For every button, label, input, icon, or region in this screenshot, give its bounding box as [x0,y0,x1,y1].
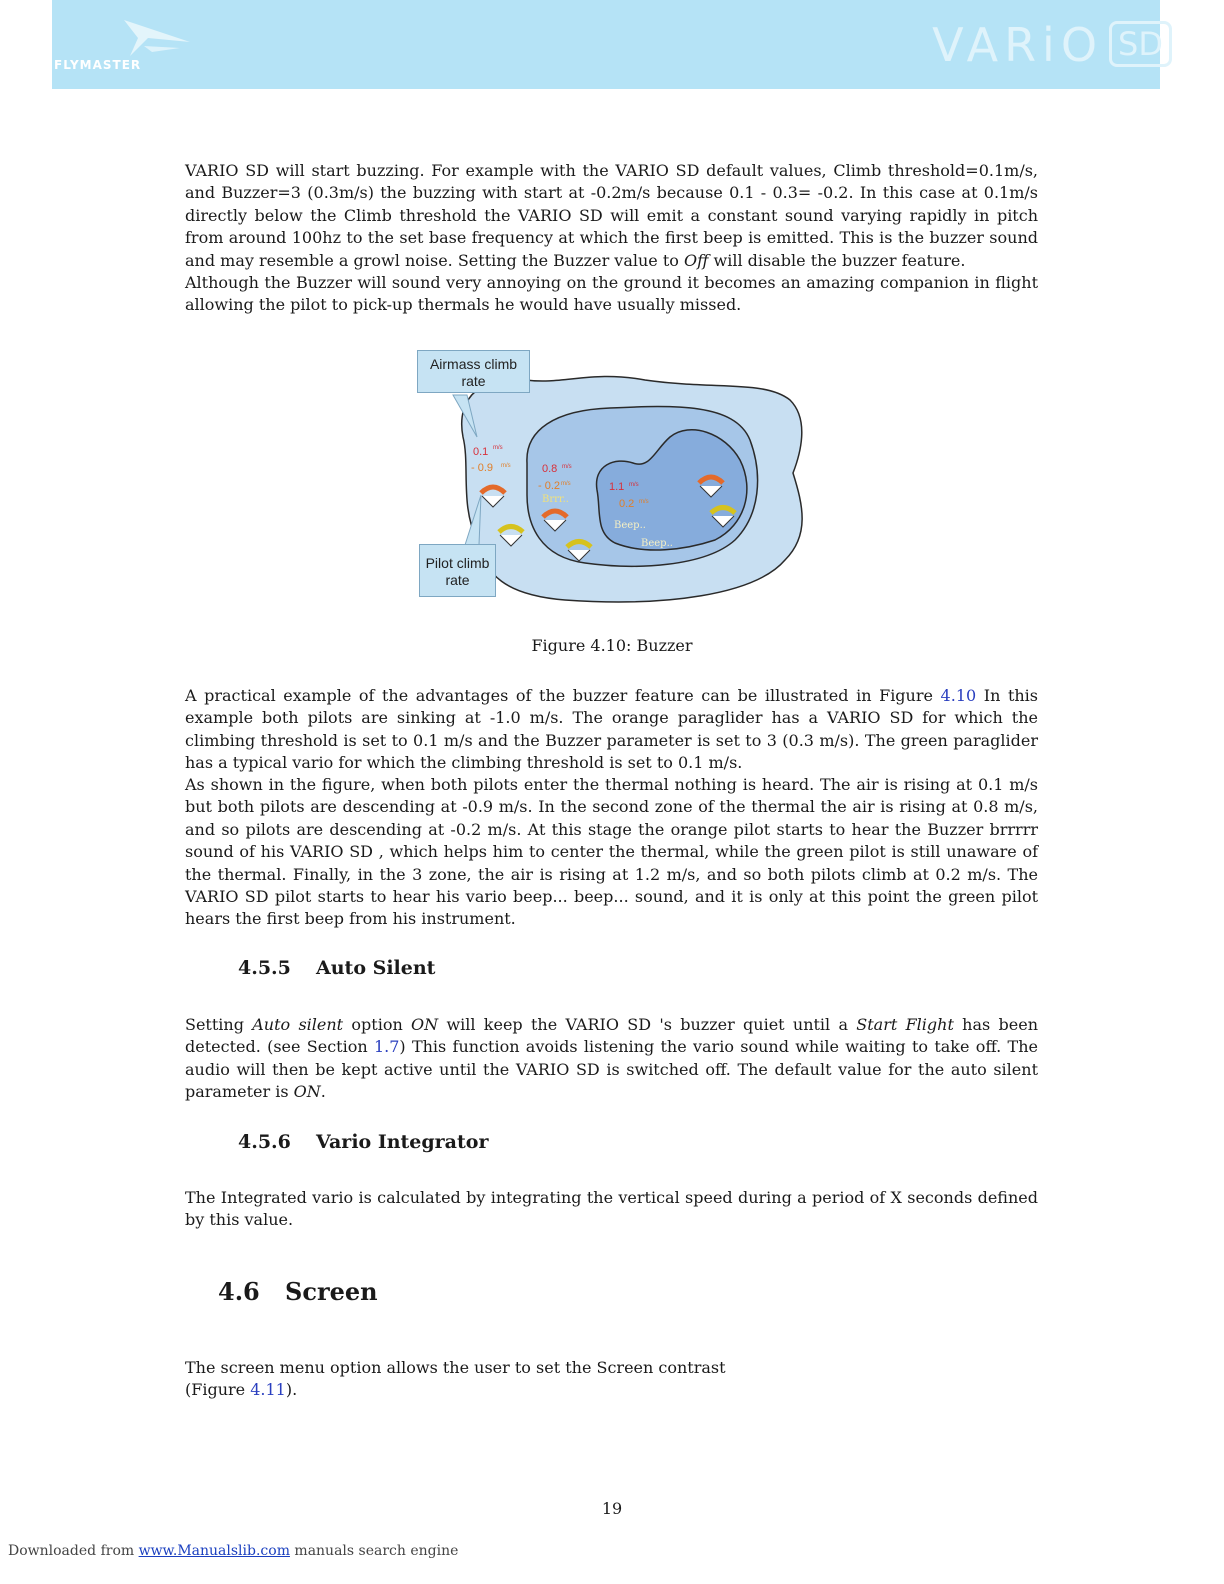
text-run: A practical example of the advantages of the buzzer feature can be illustrated in Figure [185,686,941,705]
zone2-air-rate: 0.8 [542,463,558,475]
zone3-beep-sound-1: Beep.. [614,520,646,531]
zone3-air-unit: m/s [629,482,639,488]
zone2-air-unit: m/s [562,464,572,470]
section-title: Auto Silent [316,957,436,979]
text-run: ) This function avoids listening the vario sound while waiting to take off. The audio will then be kept active until the VARIO SD is switched off. The default value for the auto silent parameter is [185,1037,1038,1102]
product-logo [932,18,1172,72]
figure-caption: Figure 4.10: Buzzer [531,636,693,655]
text-run: ). [285,1380,298,1400]
page-number: 19 [601,1499,623,1518]
text-run: In this example both pilots are sinking at -1.0 m/s. The orange paraglider has a VARIO SD for which the climbing threshold is set to 0.1 m/s and the Buzzer parameter is set to 3 (0.3 m/s). The green paraglider has a typical vario for which the climbing threshold is set to 0.1 m/s. [185,686,1039,773]
zone3-pilot-unit: m/s [639,499,649,505]
paragraph-buzzer-companion: Although the Buzzer will sound very annoying on the ground it becomes an amazing companion in flight allowing the pilot to pick-up thermals he would have usually missed. [185,273,1038,315]
paragraph-screen [185,1357,1038,1402]
footer-suffix: manuals search engine [289,1543,459,1559]
footer-prefix: Downloaded from [8,1543,139,1559]
section-number: 4.5.5 [238,957,291,979]
airmass-climb-rate-callout: Airmass climb rate [417,350,530,393]
zone1-air-rate: 0.1 [473,446,489,458]
emphasis: Start Flight [856,1015,954,1034]
paragraph-practical-example [185,685,1038,775]
section-1-7-link[interactable]: 1.7 [373,1037,400,1057]
section-heading-auto-silent [238,957,435,979]
brand-name: FLYMASTER [54,58,142,72]
section-title: Screen [285,1277,378,1306]
section-title: Vario Integrator [316,1131,489,1153]
section-heading-vario-integrator [238,1131,488,1153]
emphasis: Auto silent [252,1015,344,1034]
text-run: The screen menu option allows the user to set the Screen contrast [185,1358,726,1377]
text-run: will keep the VARIO SD 's buzzer quiet until a [438,1015,857,1034]
text-run: option [343,1015,412,1034]
figure-4-11-link[interactable]: 4.11 [250,1380,286,1400]
paragraph-vario-integrator: The Integrated vario is calculated by integrating the vertical speed during a period of X seconds defined by this value. [185,1188,1038,1230]
section-heading-screen [218,1277,378,1306]
zone2-buzzer-sound: Brrr.. [542,494,569,505]
zone2-pilot-unit: m/s [561,481,571,487]
paragraph-figure-explanation: As shown in the figure, when both pilots enter the thermal nothing is heard. The air is rising at 0.1 m/s but both pilots are descending at -0.9 m/s. In the second zone of the thermal the air is rising at 0.8 m/s, and so pilots are descending at -0.2 m/s. At this stage the orange pilot starts to hear the Buzzer brrrrr sound of his VARIO SD , which helps him to center the thermal, while the green pilot is still unaware of the thermal. Finally, in the 3 zone, the air is rising at 1.2 m/s, and so both pilots climb at 0.2 m/s. The VARIO SD pilot starts to hear his vario beep... beep... sound, and it is only at this point the green pilot hears the first beep from his instrument. [185,775,1038,929]
paragraph-auto-silent [185,1014,1038,1104]
pilot-climb-rate-callout: Pilot climb rate [419,544,496,597]
footer [8,1543,458,1559]
zone1-pilot-rate: - 0.9 [471,462,494,474]
text-run: Setting [185,1015,253,1034]
zone2-pilot-rate: - 0.2 [538,480,561,492]
buzzer-figure [415,345,810,603]
zone1-air-unit: m/s [493,445,503,451]
text-run: VARIO SD will start buzzing. For example with the VARIO SD default values, Climb threshold=0.1m/s, and Buzzer=3 (0.3m/s) the buzzing with start at -0.2m/s because 0.1 - 0.3= -0.2. In this case at 0.1m/s directly below the Climb threshold the VARIO SD will emit a constant sound varying rapidly in pitch from around 100hz to the set base frequency at which the first beep is emitted. This is the buzzer sound and may resemble a growl noise. Setting the Buzzer value to [185,161,1038,270]
text-run: will disable the buzzer feature. [708,250,966,270]
emphasis: ON [411,1015,439,1034]
manualslib-link[interactable]: www.Manualslib.com [138,1543,290,1559]
section-number: 4.6 [218,1277,260,1306]
zone3-beep-sound-2: Beep.. [641,538,673,549]
zone1-pilot-unit: m/s [501,463,511,469]
text-run: . [320,1082,326,1102]
text-run: (Figure [185,1380,251,1400]
product-suffix-badge: SD [1109,21,1172,67]
text-run: has been detected. (see Section [185,1015,1039,1057]
emphasis: Off [684,250,709,270]
figure-4-10-link[interactable]: 4.10 [940,686,977,705]
emphasis: ON [293,1082,321,1102]
paragraph-buzzer-intro [185,160,1038,272]
zone3-pilot-rate: 0.2 [619,498,635,510]
zone3-air-rate: 1.1 [609,481,625,493]
product-name: VARiO [932,18,1104,72]
section-number: 4.5.6 [238,1131,291,1153]
